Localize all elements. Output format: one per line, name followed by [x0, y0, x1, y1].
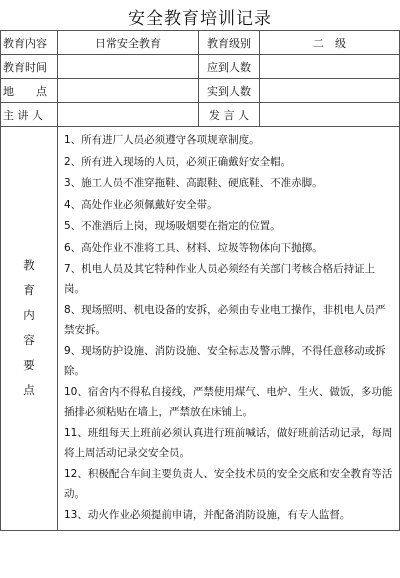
list-item: 8、现场照明、机电设备的安拆，必须由专业电工操作，非机电人员严禁安拆。: [64, 304, 386, 336]
page-title: 安全教育培训记录: [128, 9, 272, 29]
list-item: 3、施工人员不准穿拖鞋、高跟鞋、硬底鞋、不准赤脚。: [64, 177, 323, 189]
list-item: 1、所有进厂人员必须遵守各项规章制度。: [64, 134, 260, 146]
level-value: 二 级: [260, 31, 400, 55]
location-label: 地 点: [1, 79, 58, 103]
location-value: [58, 79, 199, 103]
time-value: [58, 55, 199, 79]
list-item: 6、高处作业不准将工具、材料、垃圾等物体向下抛掷。: [64, 241, 323, 254]
list-item: 9、现场防护设施、消防设施、安全标志及警示牌，不得任意移动或拆除。: [64, 345, 386, 377]
time-label: 教育时间: [1, 55, 58, 79]
list-item: 11、班组每天上班前必须认真进行班前喊话，做好班前活动记录，每周将上周活动记录交安全员。: [64, 427, 393, 459]
lecturer-value: [58, 103, 199, 127]
expected-count-label: 应到人数: [199, 55, 260, 79]
actual-count-value: [260, 79, 400, 103]
table-row: [1, 31, 400, 55]
training-record-table: [0, 30, 400, 531]
content-value: 日常安全教育: [58, 31, 199, 55]
list-item: 2、所有进入现场的人员，必须正确戴好安全帽。: [64, 155, 292, 168]
list-item: 12、积极配合车间主要负责人、安全技术员的安全交底和安全教育等活动。: [64, 468, 393, 500]
points-label-char: 内: [23, 308, 35, 323]
list-item: 7、机电人员及其它特种作业人员必须经有关部门考核合格后持证上岗。: [64, 263, 376, 295]
list-item: 5、不准酒后上岗，现场吸烟要在指定的位置。: [64, 220, 281, 232]
points-label-char: 育: [23, 283, 35, 298]
points-label-char: 教: [23, 258, 35, 273]
table-row: [1, 103, 400, 127]
speaker-value: [260, 103, 400, 127]
points-label: [1, 127, 58, 531]
points-label-char: 容: [23, 333, 35, 348]
list-item: 4、高处作业必须佩戴好安全带。: [64, 198, 218, 211]
points-label-char: 要: [23, 358, 35, 373]
list-item: 10、宿舍内不得私自接线，严禁使用煤气、电炉、生火、做饭，多功能插排必须粘贴在墙上，严禁放在床铺上。: [64, 386, 393, 418]
table-row: [1, 127, 400, 531]
table-row: [1, 55, 400, 79]
speaker-label: 发 言 人: [199, 103, 260, 127]
level-label: 教育级别: [199, 31, 260, 55]
lecturer-label: 主 讲 人: [1, 103, 58, 127]
content-label: 教育内容: [1, 31, 58, 55]
actual-count-label: 实到人数: [199, 79, 260, 103]
table-row: [1, 79, 400, 103]
list-item: 13、动火作业必须提前申请，并配备消防设施，有专人监督。: [64, 509, 351, 521]
expected-count-value: [260, 55, 400, 79]
points-label-char: 点: [23, 383, 35, 398]
points-content: [58, 127, 400, 531]
